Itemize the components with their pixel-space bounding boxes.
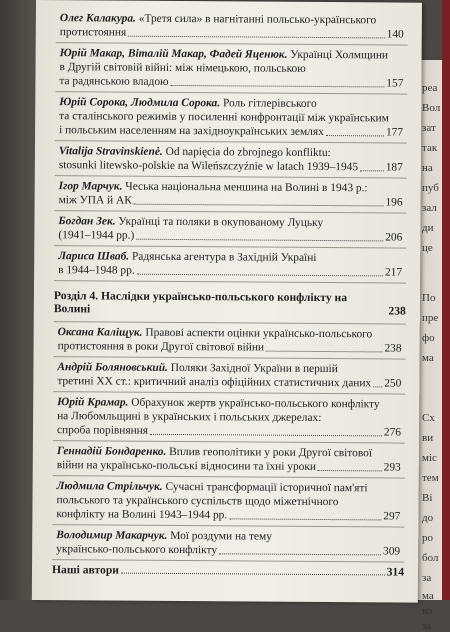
entry-author: Vitalija Stravinskienė. [59,145,163,158]
entry-title-line: та сталінського режимів у посиленні конфронтації між українським [59,109,403,125]
facing-page-text: ма [422,590,434,602]
toc-entry [54,211,406,248]
entry-title-line: Українці та поляки в окупованому Луцьку [118,216,323,229]
toc-entry [52,476,404,527]
toc-entry [54,322,406,359]
toc-entry [53,441,405,478]
entry-last-line [59,193,403,209]
entry-title-line: Поляки Західної України в першій [171,362,338,375]
entry-last-line [59,123,403,139]
toc-entry [56,8,408,45]
entry-title-line: Роль гітлерівського [223,97,317,110]
entry-title-line: Сучасні трансформації історичної пам'яті [165,481,367,494]
facing-page-text: до [422,512,433,524]
toc-entry [55,176,407,213]
dot-leader [136,239,383,242]
entry-title-end: третині ХХ ст.: критичний аналіз офіційних статистичних даних [57,374,371,390]
entry-title-end: протистояння [60,25,127,39]
entry-last-line [57,423,401,439]
section-page-number: 238 [388,304,405,317]
page-number: 157 [386,76,403,90]
page-number: 206 [385,230,402,244]
facing-page-text: реа [422,82,437,94]
entry-author: Оксана Каліщук. [58,326,143,339]
entry-author: Юрій Макар, Віталій Макар, Фадей Яценюк. [60,47,288,61]
facing-page-text: ви [422,432,433,444]
page-number: 196 [385,195,402,209]
page-number: 309 [383,544,400,558]
facing-page-text: зат [422,122,436,134]
table-of-contents [52,8,408,584]
entry-last-line [59,74,403,90]
toc-entry [53,392,405,443]
entry-last-line [57,458,401,474]
toc-entry [55,92,407,143]
entry-title-line: Чеська національна меншина на Волині в 1943 р.: [125,181,367,195]
entry-title-end: конфлікту на Волині 1943–1944 рр. [56,507,227,522]
entry-author: Юрій Крамар. [57,396,128,408]
facing-page-text: По [422,292,435,304]
facing-page-text: Вол [422,102,440,114]
entry-title-line: Обрахунок жертв українсько-польського конфлікту [131,397,379,411]
dot-leader [150,434,382,437]
entry-title-line: Мої роздуми на тему [170,530,272,543]
entry-title-line: в Другій світовій війні: між німецькою, польською [59,60,403,76]
final-entry [52,560,404,584]
toc-entry [52,525,404,562]
entry-title-line: Радянська агентура в Західній Україні [132,251,317,264]
entry-title-line: Українці Холмщини [290,49,388,62]
entry-author: Геннадій Бондаренко. [57,445,167,458]
final-page-number: 314 [387,565,404,578]
facing-page-text: фо [422,332,435,344]
facing-page-text: тем [422,472,439,484]
entry-last-line [58,228,402,244]
facing-page-text: пре [422,312,438,324]
facing-page-text: ро [422,532,433,544]
dot-leader [318,470,382,471]
facing-page-text: на [422,162,433,174]
final-title: Наші автори [52,563,119,576]
entry-title-end: і польським населенням на західноукраїнських землях [59,123,324,139]
entry-title-line: Od napięcia do zbrojnego konfliktu: [166,146,331,159]
entry-last-line [56,507,400,523]
entry-title-end: stosunki litewsko-polskie na Wileńszczyźnie w latach 1939–1945 [59,158,358,174]
entry-last-line [58,263,402,279]
facing-page-text: ко [422,605,432,617]
dot-leader [171,85,385,87]
facing-page-text: так [422,142,437,154]
page-number: 217 [385,265,402,279]
facing-page-text: за [422,620,431,632]
entry-author: Лариса Шваб. [58,250,129,262]
entry-author: Ігор Марчук. [59,180,123,192]
dot-leader [137,274,383,277]
toc-entry [55,43,407,94]
entry-title-line: «Третя сила» в нагнітанні польсько-українського [139,13,377,27]
section-title: Розділ 4. Наслідки українсько-польського конфлікту на Волині [54,289,385,317]
entry-title-line: польського та українського суспільств щодо міжетнічного [56,493,400,509]
entry-author: Юрій Сорока, Людмила Сорока. [59,96,220,109]
entry-title-end: між УПА й АК [59,193,132,208]
facing-page-text: ма [422,352,434,364]
entry-title-line: Вплив геополітики у роки Другої світової [169,446,372,459]
page-number: 238 [384,341,401,355]
dot-leader [121,573,385,576]
dot-leader [266,351,382,353]
dot-leader [373,386,382,387]
page-number: 293 [384,460,401,474]
page-number: 297 [383,509,400,523]
page-number: 187 [386,160,403,174]
facing-page-text: міс [422,452,437,464]
toc-entry [55,141,407,178]
facing-page-text: пуб [422,182,439,194]
facing-page-text: Ві [422,492,432,504]
entry-title-end: протистояння в роки Другої світової війни [58,339,265,354]
facing-page-text: за [422,572,431,584]
dot-leader [219,553,381,555]
entry-title-end: війни на українсько-польські відносини та їхні уроки [57,458,316,474]
page-number: 140 [387,27,404,41]
entry-author: Володимир Макарчук. [56,529,167,542]
entry-title-line: Правові аспекти оцінки українсько-польського [145,327,372,341]
facing-page-text: ди [422,222,433,234]
entry-title-end: в 1944–1948 рр. [58,263,135,278]
dot-leader [128,36,384,39]
facing-page-text: бол [422,552,438,564]
section-heading [54,281,406,324]
facing-page-text: це [422,242,433,254]
toc-entry [53,357,405,394]
facing-page-text: зал [422,202,437,214]
entry-author: Людмила Стрільчук. [57,480,163,493]
book-page [32,0,422,603]
entry-title-line: на Любомльщині в українських і польських джерелах: [57,409,401,425]
entry-author: Олег Калакура. [60,12,136,25]
entry-title-end: українсько-польського конфлікту [56,542,217,557]
page-number: 250 [384,376,401,390]
book-cover-edge [442,0,450,600]
entry-title-end: та радянською владою [59,74,168,89]
entry-last-line [57,374,401,390]
entry-last-line [56,542,400,558]
entry-author: Андрій Боляновський. [57,361,168,374]
dot-leader [360,170,384,171]
page-number: 276 [384,425,401,439]
entry-last-line [60,25,404,41]
entry-author: Богдан Зек. [58,215,115,227]
facing-page-text: Сх [422,412,435,424]
page-number: 177 [386,125,403,139]
entry-last-line [59,158,403,174]
dot-leader [229,518,381,520]
toc-entry [54,246,406,283]
entry-title-end: (1941–1944 рр.) [58,228,134,243]
entry-title-end: спроба порівняння [57,423,148,438]
dot-leader [134,204,384,207]
entry-last-line [58,339,402,355]
dot-leader [326,135,384,136]
